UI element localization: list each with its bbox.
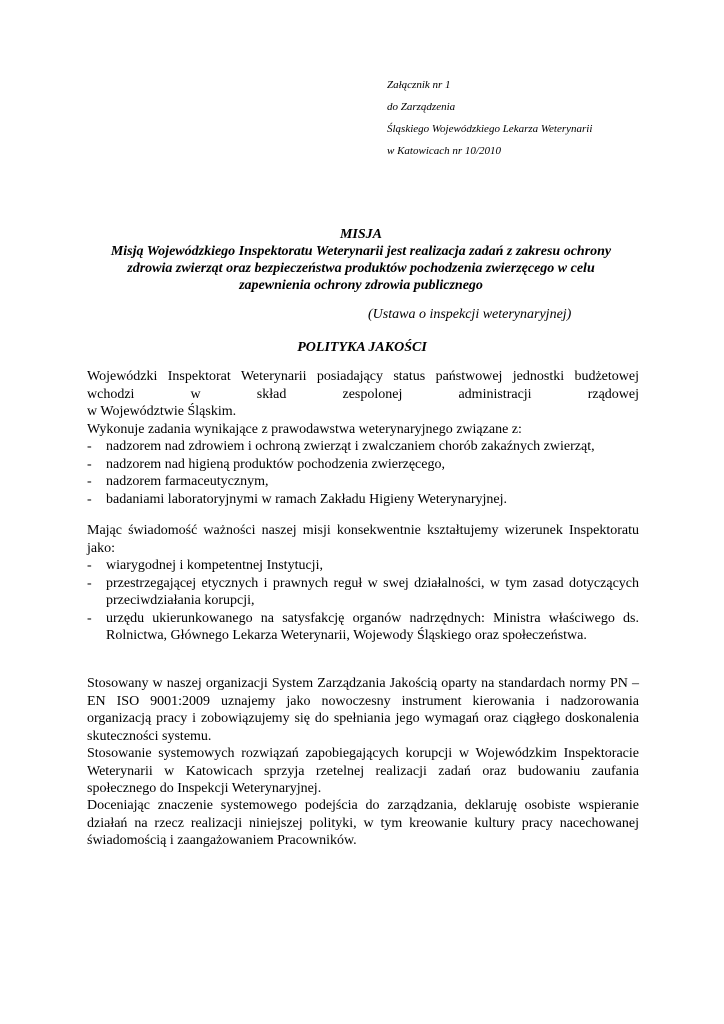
header-line: Załącznik nr 1 — [387, 79, 451, 91]
policy-title: POLITYKA JAKOŚCI — [297, 340, 427, 355]
header-line: w Katowicach nr 10/2010 — [387, 145, 501, 157]
closing-paragraph: Doceniając znaczenie systemowego podejścia do zarządzania, deklaruję osobiste wspieranie działań na rzecz realizacji niniejszej polityki, w tym kreowanie kultury pracy nacechowanej świadomością i zaangażowaniem Pracowników. — [87, 798, 639, 848]
list-item: - przestrzegającej etycznych i prawnych reguł w swej działalności, w tym zasad dotyczących przeciwdziałania korupcji, — [87, 575, 639, 610]
mission-title: MISJA — [339, 227, 383, 242]
mission-block — [90, 226, 632, 294]
mission-line: zapewnienia ochrony zdrowia publicznego — [239, 278, 483, 293]
system-section — [87, 675, 639, 798]
list-item: - urzędu ukierunkowanego na satysfakcję organów nadrzędnych: Ministra właściwego ds. Rolnictwa, Głównego Lekarza Weterynarii, Wojewody Śląskiego oraz społeczeństwa. — [87, 610, 639, 645]
header-line: Śląskiego Wojewódzkiego Lekarza Weterynarii — [387, 123, 593, 135]
mission-line: zdrowia zwierząt oraz bezpieczeństwa produktów pochodzenia zwierzęcego w celu — [127, 261, 595, 276]
intro-line: Wojewódzki Inspektorat Weterynarii posiadający status państwowej jednostki budżetowej — [87, 369, 639, 384]
intro-line: wchodzi w skład zespolonej administracji rządowej — [87, 386, 639, 402]
list-item: - wiarygodnej i kompetentnej Instytucji, — [87, 557, 639, 575]
system-paragraph: Stosowany w naszej organizacji System Zarządzania Jakością oparty na standardach normy PN –EN ISO 9001:2009 uznajemy jako nowoczesny instrument kierowania i nadzorowania organizacją pracy i zobowiązujemy się do spełniania jego wymagań oraz ciągłego doskonalenia skuteczności systemu. — [87, 676, 639, 744]
closing-section — [87, 797, 639, 850]
list-item: - nadzorem nad higieną produktów pochodzenia zwierzęcego, — [87, 456, 639, 474]
intro-line: w Województwie Śląskim. — [87, 404, 237, 419]
list-item: - badaniami laboratoryjnymi w ramach Zakładu Higieny Weterynaryjnej. — [87, 491, 639, 509]
attachment-header — [387, 74, 592, 162]
list-item: - nadzorem nad zdrowiem i ochroną zwierząt i zwalczaniem chorób zakaźnych zwierząt, — [87, 438, 639, 456]
mission-line: Misją Wojewódzkiego Inspektoratu Weterynarii jest realizacja zadań z zakresu ochrony — [110, 244, 612, 259]
header-line: do Zarządzenia — [387, 101, 456, 113]
tasks-list — [87, 438, 639, 508]
mission-source: (Ustawa o inspekcji weterynaryjnej) — [368, 307, 572, 322]
policy-intro-section — [87, 368, 639, 508]
tasks-intro: Wykonuje zadania wynikające z prawodawstwa weterynaryjnego związane z: — [87, 421, 522, 437]
image-section — [87, 522, 639, 645]
list-item: - nadzorem farmaceutycznym, — [87, 473, 639, 491]
anticorruption-paragraph: Stosowanie systemowych rozwiązań zapobiegających korupcji w Wojewódzkim Inspektoracie Weterynarii w Katowicach sprzyja rzetelnej realizacji zadań oraz budowaniu zaufania społecznego do Inspekcji Weterynaryjnej. — [87, 746, 639, 796]
image-intro: Mając świadomość ważności naszej misji konsekwentnie kształtujemy wizerunek Inspektoratu jako: — [87, 523, 639, 556]
image-list — [87, 557, 639, 645]
